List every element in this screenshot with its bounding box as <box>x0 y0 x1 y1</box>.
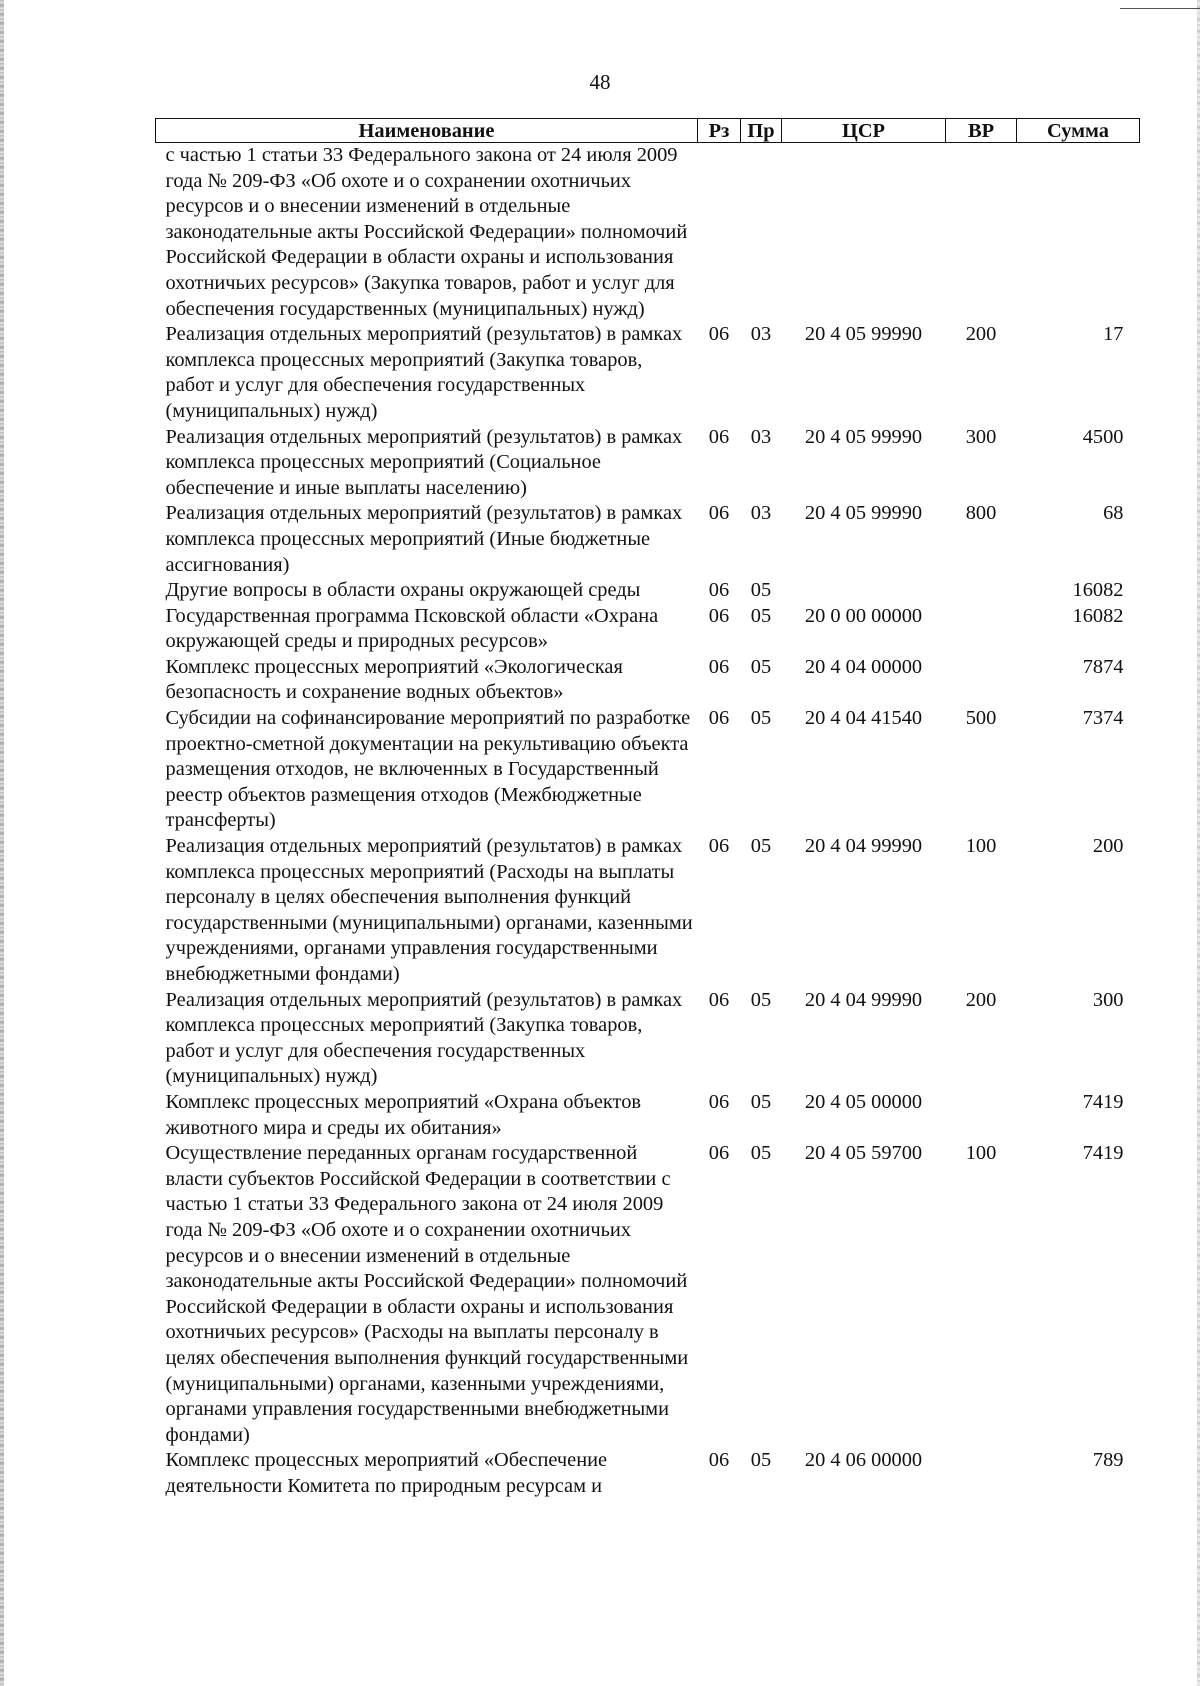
row-sum: 16082 <box>1072 579 1124 602</box>
row-rz: 06 <box>708 655 730 678</box>
row-csr: 20 4 05 99990 <box>804 425 923 448</box>
row-name: Комплекс процессных мероприятий «Охрана объектов животного мира и среды их обитания» <box>165 1090 642 1139</box>
table-row <box>156 706 1140 834</box>
row-sum <box>1017 143 1140 323</box>
row-sum: 7874 <box>1082 655 1124 678</box>
row-csr: 20 4 05 99990 <box>804 323 923 346</box>
row-sum: 4500 <box>1082 425 1124 448</box>
row-pr: 05 <box>750 707 772 730</box>
header-pr: Пр <box>741 119 782 143</box>
row-vr <box>946 143 1017 323</box>
budget-table <box>155 118 1140 1499</box>
table-row <box>156 1141 1140 1448</box>
table-row <box>156 655 1140 706</box>
row-sum: 7374 <box>1082 707 1124 730</box>
row-sum: 68 <box>1103 502 1124 525</box>
row-vr <box>946 1448 1017 1499</box>
row-rz: 06 <box>708 1449 730 1472</box>
row-csr <box>782 143 946 323</box>
row-name: с частью 1 статьи 33 Федерального закона от 24 июля 2009 года № 209-ФЗ «Об охоте и о сохранении охотничьих ресурсов и о внесении изменений в отдельные законодательные акты Российской Федерации» полномочий Российской Федерации в области охраны и использования охотничьих ресурсов» (Закупка товаров, работ и услуг для обеспечения государственных (муниципальных) нужд) <box>165 144 688 320</box>
table-row <box>156 578 1140 604</box>
row-pr: 05 <box>750 604 772 627</box>
row-vr <box>946 604 1017 655</box>
row-vr: 500 <box>965 707 997 730</box>
row-csr: 20 0 00 00000 <box>804 604 923 627</box>
row-csr: 20 4 04 41540 <box>804 707 923 730</box>
row-vr: 100 <box>965 835 997 858</box>
row-pr: 05 <box>750 835 772 858</box>
row-sum: 16082 <box>1072 604 1124 627</box>
row-rz: 06 <box>708 323 730 346</box>
row-pr <box>741 143 782 323</box>
row-csr: 20 4 05 00000 <box>804 1090 923 1113</box>
table-row <box>156 143 1140 323</box>
row-csr: 20 4 04 99990 <box>804 835 923 858</box>
row-pr: 03 <box>750 502 772 525</box>
table-row <box>156 1448 1140 1499</box>
row-name: Реализация отдельных мероприятий (результатов) в рамках комплекса процессных мероприятий (Закупка товаров, работ и услуг для обеспечения государственных (муниципальных) нужд) <box>165 988 683 1088</box>
page-number: 48 <box>589 70 611 94</box>
row-rz: 06 <box>708 835 730 858</box>
row-sum: 17 <box>1103 323 1124 346</box>
scan-edge-left <box>0 0 4 1686</box>
row-rz: 06 <box>708 1090 730 1113</box>
row-name: Реализация отдельных мероприятий (результатов) в рамках комплекса процессных мероприятий (Социальное обеспечение и иные выплаты населению) <box>165 425 683 499</box>
table-row <box>156 604 1140 655</box>
header-sum: Сумма <box>1017 119 1140 143</box>
row-pr: 05 <box>750 988 772 1011</box>
row-csr <box>782 578 946 604</box>
row-pr: 05 <box>750 1449 772 1472</box>
header-csr: ЦСР <box>782 119 946 143</box>
row-pr: 05 <box>750 579 772 602</box>
row-rz: 06 <box>708 425 730 448</box>
row-pr: 05 <box>750 1142 772 1165</box>
row-csr: 20 4 04 00000 <box>804 655 923 678</box>
row-vr: 100 <box>965 1142 997 1165</box>
row-rz: 06 <box>708 1142 730 1165</box>
header-rz: Рз <box>698 119 741 143</box>
row-vr <box>946 1090 1017 1141</box>
row-name: Реализация отдельных мероприятий (результатов) в рамках комплекса процессных мероприятий (Расходы на выплаты персоналу в целях обеспечения выполнения функций государственными (муниципальными) органами, казенными учреждениями, органами управления государственными внебюджетными фондами) <box>165 835 693 985</box>
row-rz <box>698 143 741 323</box>
row-rz: 06 <box>708 707 730 730</box>
row-name: Комплекс процессных мероприятий «Экологическая безопасность и сохранение водных объектов» <box>165 655 623 704</box>
scan-mark <box>1120 8 1200 9</box>
row-name: Реализация отдельных мероприятий (результатов) в рамках комплекса процессных мероприятий (Закупка товаров, работ и услуг для обеспечения государственных (муниципальных) нужд) <box>165 323 683 422</box>
row-name: Комплекс процессных мероприятий «Обеспечение деятельности Комитета по природным ресурсам и <box>165 1449 608 1497</box>
row-vr <box>946 578 1017 604</box>
row-sum: 300 <box>1092 988 1124 1011</box>
header-name: Наименование <box>156 119 698 143</box>
table-body <box>156 143 1140 1500</box>
row-pr: 05 <box>750 655 772 678</box>
table-row <box>156 834 1140 988</box>
row-name: Осуществление переданных органам государственной власти субъектов Российской Федерации в соответствии с частью 1 статьи 33 Федерального закона от 24 июля 2009 года № 209-ФЗ «Об охоте и о сохранении охотничьих ресурсов и о внесении изменений в отдельные законодательные акты Российской Федерации» полномочий Российской Федерации в области охраны и использования охотничьих ресурсов» (Расходы на выплаты персоналу в целях обеспечения выполнения функций государственными (муниципальными) органами, казенными учреждениями, органами управления государственными внебюджетными фондами) <box>165 1142 689 1446</box>
row-name: Реализация отдельных мероприятий (результатов) в рамках комплекса процессных мероприятий (Иные бюджетные ассигнования) <box>165 502 683 576</box>
row-vr <box>946 655 1017 706</box>
row-name: Субсидии на софинансирование мероприятий по разработке проектно-сметной документации на рекультивацию объекта размещения отходов, не включенных в Государственный реестр объектов размещения отходов (Межбюджетные трансферты) <box>165 707 691 832</box>
row-rz: 06 <box>708 988 730 1011</box>
row-vr: 800 <box>965 502 997 525</box>
row-csr: 20 4 05 59700 <box>804 1142 923 1165</box>
table-row <box>156 501 1140 578</box>
table-row <box>156 988 1140 1090</box>
row-csr: 20 4 04 99990 <box>804 988 923 1011</box>
row-pr: 05 <box>750 1090 772 1113</box>
row-vr: 300 <box>965 425 997 448</box>
row-sum: 789 <box>1092 1449 1124 1472</box>
table-row <box>156 1090 1140 1141</box>
row-csr: 20 4 05 99990 <box>804 502 923 525</box>
row-vr: 200 <box>965 988 997 1011</box>
table-header <box>156 119 1140 143</box>
row-rz: 06 <box>708 604 730 627</box>
table-row <box>156 322 1140 424</box>
row-name: Другие вопросы в области охраны окружающей среды <box>165 579 641 602</box>
row-pr: 03 <box>750 323 772 346</box>
row-sum: 7419 <box>1082 1090 1124 1113</box>
row-name: Государственная программа Псковской области «Охрана окружающей среды и природных ресурсов» <box>165 604 659 653</box>
row-pr: 03 <box>750 425 772 448</box>
row-sum: 200 <box>1092 835 1124 858</box>
row-csr: 20 4 06 00000 <box>804 1449 923 1472</box>
table-row <box>156 425 1140 502</box>
row-rz: 06 <box>708 579 730 602</box>
row-vr: 200 <box>965 323 997 346</box>
row-sum: 7419 <box>1082 1142 1124 1165</box>
header-vr: ВР <box>946 119 1017 143</box>
row-rz: 06 <box>708 502 730 525</box>
